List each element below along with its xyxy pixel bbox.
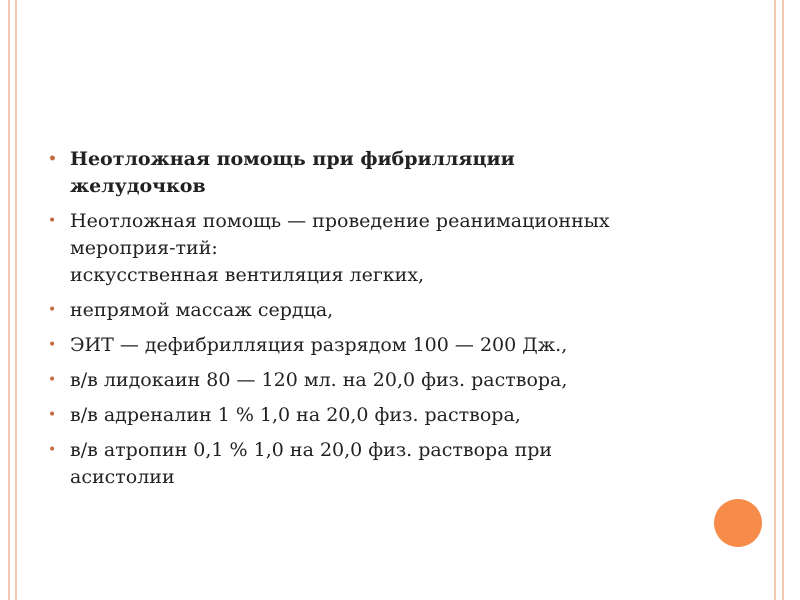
bullet-item-atropine (48, 437, 728, 491)
bullet-item-lidocaine (48, 367, 728, 394)
bullet-line: непрямой массаж сердца, (70, 299, 334, 321)
bullet-item-emergency-care (48, 208, 728, 289)
bullet-line: в/в адреналин 1 % 1,0 на 20,0 физ. раствора, (70, 404, 521, 426)
bullet-item-heart-massage (48, 297, 728, 324)
bullet-marker: • (48, 337, 57, 353)
bullet-marker: • (48, 407, 57, 423)
bullet-line: ЭИТ — дефибрилляция разрядом 100 — 200 Дж., (70, 334, 568, 356)
bullet-item-defibrillation (48, 332, 728, 359)
bullet-line: искусственная вентиляция легких, (70, 264, 425, 286)
right-frame-line-outer (782, 0, 784, 600)
decorative-orange-circle (714, 499, 762, 547)
bullet-list (48, 146, 728, 491)
bullet-line: желудочков (70, 175, 206, 197)
slide-content (48, 146, 728, 499)
bullet-item-heading (48, 146, 728, 200)
bullet-marker: • (48, 302, 57, 318)
left-frame-line-outer (8, 0, 10, 600)
bullet-marker: • (48, 151, 57, 167)
left-frame-line-inner (15, 0, 17, 600)
bullet-line: асистолии (70, 466, 175, 488)
bullet-line: Неотложная помощь при фибрилляции (70, 148, 515, 170)
bullet-item-adrenaline (48, 402, 728, 429)
bullet-line: в/в лидокаин 80 — 120 мл. на 20,0 физ. раствора, (70, 369, 568, 391)
bullet-line: Неотложная помощь — проведение реанимационных (70, 210, 610, 232)
bullet-marker: • (48, 213, 57, 229)
right-frame-line-inner (774, 0, 776, 600)
bullet-line: в/в атропин 0,1 % 1,0 на 20,0 физ. раствора при (70, 439, 553, 461)
bullet-line: мероприя-тий: (70, 237, 218, 259)
bullet-marker: • (48, 372, 57, 388)
bullet-marker: • (48, 442, 57, 458)
